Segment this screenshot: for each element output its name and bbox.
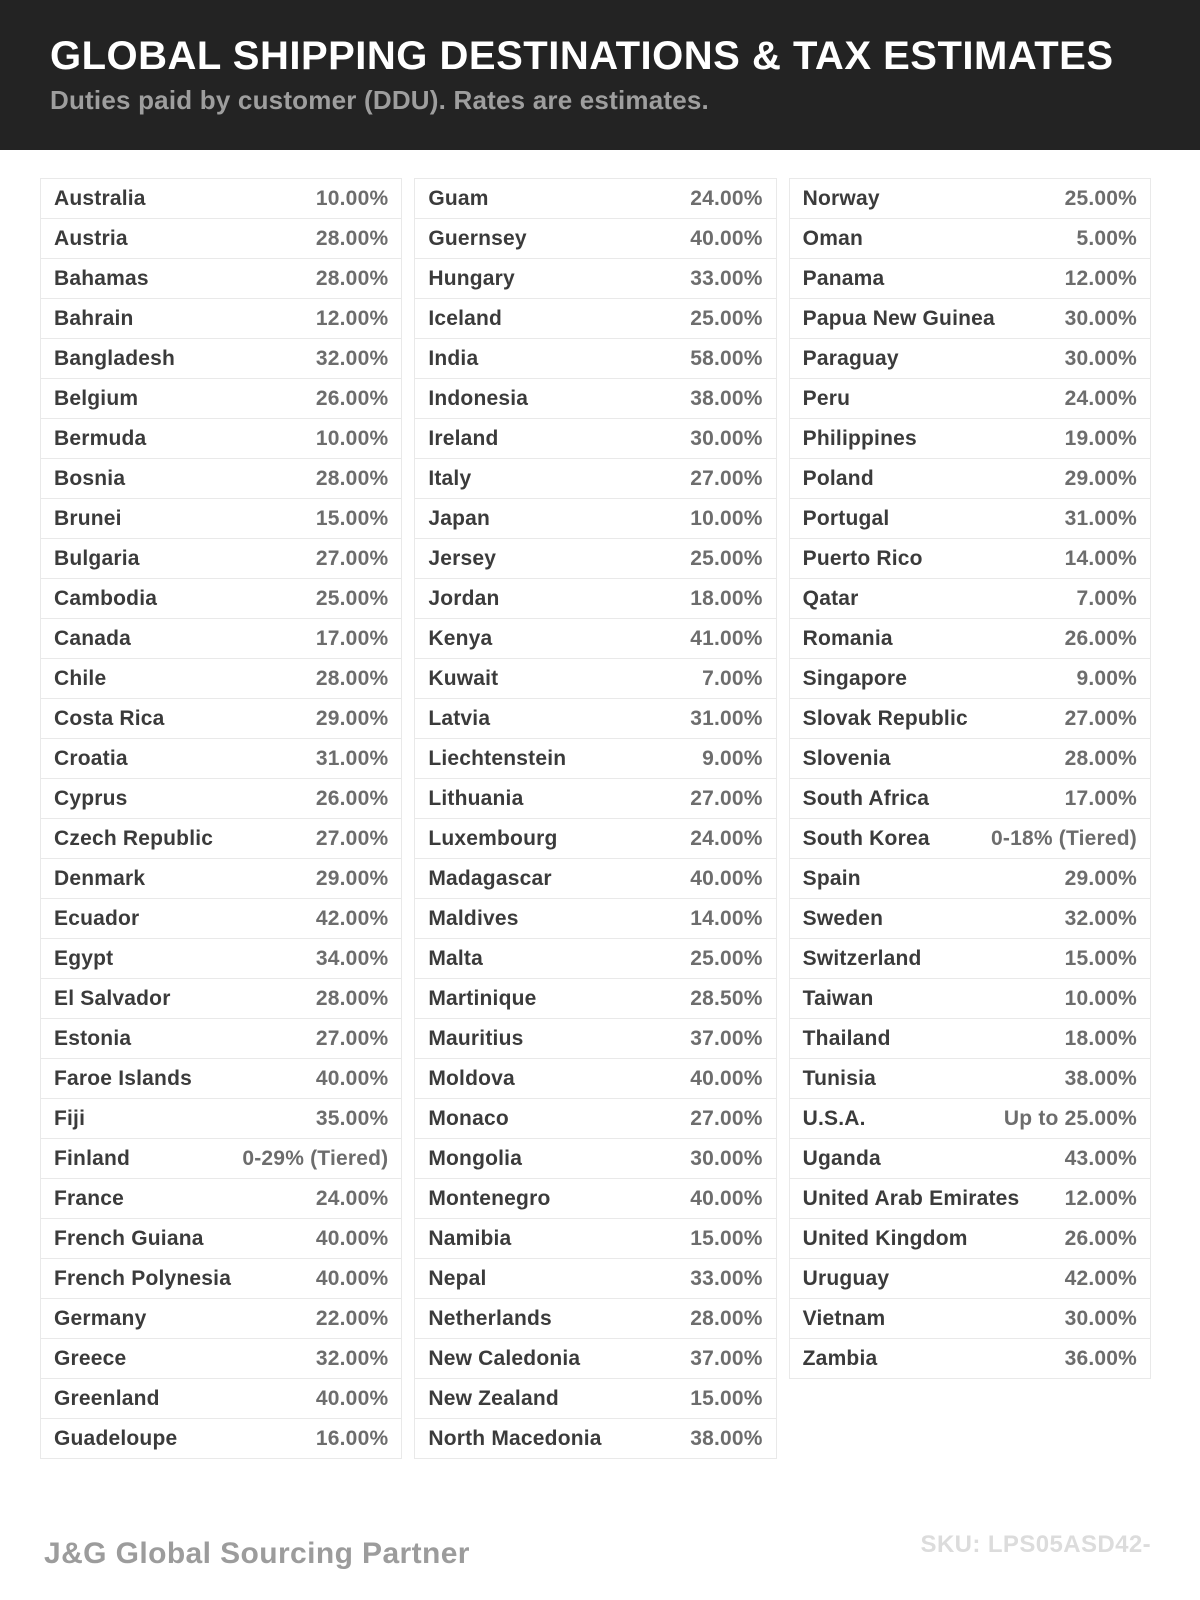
table-row [40, 698, 402, 739]
country-name: Namibia [428, 1226, 512, 1250]
country-name: Guadeloupe [54, 1426, 178, 1450]
table-row [789, 1138, 1151, 1179]
table-row [414, 738, 776, 779]
country-name: Thailand [802, 1026, 891, 1050]
country-name: Peru [802, 386, 851, 410]
tax-rate: 27.00% [690, 786, 763, 810]
country-name: Bermuda [54, 426, 147, 450]
tax-rate: 34.00% [315, 946, 389, 970]
country-name: Ecuador [54, 906, 140, 930]
table-row [40, 898, 402, 939]
tax-rate: 24.00% [315, 1186, 389, 1210]
country-name: Bosnia [54, 466, 126, 490]
tax-rate: 7.00% [1076, 586, 1137, 610]
tax-rate: 37.00% [690, 1026, 763, 1050]
table-row [40, 418, 402, 459]
table-row [789, 1098, 1151, 1139]
tax-rate: 27.00% [1064, 706, 1137, 730]
table-row [40, 578, 402, 619]
tax-rate: 27.00% [315, 546, 389, 570]
header-banner [0, 0, 1200, 150]
tax-rate: 10.00% [315, 426, 389, 450]
table-row [40, 1098, 402, 1139]
tax-rate: 24.00% [1064, 386, 1137, 410]
table-row [414, 938, 776, 979]
tax-rate: 40.00% [315, 1386, 389, 1410]
table-row [414, 1218, 776, 1259]
tax-rate: 28.50% [690, 986, 763, 1010]
country-name: Qatar [802, 586, 859, 610]
table-row [40, 978, 402, 1019]
table-row [789, 458, 1151, 499]
country-name: Spain [802, 866, 861, 890]
table-row [40, 1418, 402, 1459]
country-name: Iceland [428, 306, 503, 330]
country-name: Greenland [54, 1386, 160, 1410]
table-row [414, 1298, 776, 1339]
tax-rate: 0-18% (Tiered) [991, 826, 1137, 850]
country-name: French Guiana [54, 1226, 204, 1250]
country-name: Fiji [54, 1106, 86, 1130]
tax-rate: 27.00% [690, 1106, 763, 1130]
tax-rate: 22.00% [315, 1306, 389, 1330]
country-name: Guam [428, 186, 489, 210]
country-name: United Kingdom [802, 1226, 968, 1250]
tax-rate: 40.00% [315, 1266, 389, 1290]
tax-rate: 0-29% (Tiered) [242, 1146, 389, 1170]
tax-rate: 43.00% [1064, 1146, 1137, 1170]
table-row [40, 378, 402, 419]
country-name: Germany [54, 1306, 147, 1330]
table-row [414, 698, 776, 739]
tax-rate: 33.00% [690, 266, 763, 290]
page-subtitle: Duties paid by customer (DDU). Rates are estimates. [50, 85, 709, 115]
table-row [40, 338, 402, 379]
tax-rate: 28.00% [315, 986, 389, 1010]
table-row [40, 178, 402, 219]
table-row [414, 458, 776, 499]
table-row [789, 738, 1151, 779]
tax-rate: 33.00% [690, 1266, 763, 1290]
tax-rate: 25.00% [1064, 186, 1137, 210]
brand-text: J&G Global Sourcing Partner [44, 1537, 470, 1570]
country-name: United Arab Emirates [802, 1186, 1020, 1210]
table-row [789, 1058, 1151, 1099]
table-row [789, 1298, 1151, 1339]
country-name: Costa Rica [54, 706, 165, 730]
table-row [414, 1378, 776, 1419]
table-row [40, 658, 402, 699]
table-row [40, 458, 402, 499]
rates-column-3 [789, 178, 1151, 1379]
tax-rate: 38.00% [1064, 1066, 1137, 1090]
tax-rate: 27.00% [315, 826, 389, 850]
table-row [414, 538, 776, 579]
tax-rate: 40.00% [690, 866, 763, 890]
country-name: Canada [54, 626, 132, 650]
country-name: Zambia [802, 1346, 878, 1370]
table-row [40, 938, 402, 979]
footer [44, 1531, 1151, 1571]
country-name: Egypt [54, 946, 114, 970]
country-name: Portugal [802, 506, 890, 530]
rates-column-2 [414, 178, 776, 1459]
table-row [789, 258, 1151, 299]
tax-rate: 24.00% [690, 826, 763, 850]
tax-rate: 28.00% [315, 666, 389, 690]
country-name: Indonesia [428, 386, 529, 410]
tax-rate: 42.00% [315, 906, 389, 930]
tax-rate: 14.00% [690, 906, 763, 930]
table-row [789, 858, 1151, 899]
tax-rate: 30.00% [690, 1146, 763, 1170]
tax-rate: 28.00% [315, 266, 389, 290]
country-name: Greece [54, 1346, 127, 1370]
country-name: Taiwan [802, 986, 874, 1010]
tax-rate: 14.00% [1064, 546, 1137, 570]
country-name: Nepal [428, 1266, 487, 1290]
country-name: Paraguay [802, 346, 899, 370]
tax-rate: 30.00% [690, 426, 763, 450]
table-row [40, 1378, 402, 1419]
tax-rate: 25.00% [690, 306, 763, 330]
tax-rate: 25.00% [690, 946, 763, 970]
table-row [414, 1138, 776, 1179]
country-name: Jersey [428, 546, 497, 570]
country-name: Panama [802, 266, 885, 290]
table-row [414, 298, 776, 339]
tax-rate: 27.00% [315, 1026, 389, 1050]
country-name: Bahamas [54, 266, 149, 290]
table-row [789, 818, 1151, 859]
table-row [789, 938, 1151, 979]
table-row [40, 1138, 402, 1179]
table-row [789, 978, 1151, 1019]
tax-rate: 18.00% [690, 586, 763, 610]
country-name: Bahrain [54, 306, 134, 330]
table-row [414, 978, 776, 1019]
table-row [414, 818, 776, 859]
table-row [40, 1218, 402, 1259]
rates-column-1 [40, 178, 402, 1459]
tax-rate: 7.00% [702, 666, 763, 690]
country-name: Slovak Republic [802, 706, 968, 730]
table-row [40, 1178, 402, 1219]
tax-rate: 9.00% [702, 746, 763, 770]
tax-rate: 26.00% [1064, 1226, 1137, 1250]
tax-rate: 10.00% [315, 186, 389, 210]
tax-rate: 12.00% [1064, 1186, 1137, 1210]
tax-rate: 19.00% [1064, 426, 1137, 450]
tax-rate: 28.00% [315, 226, 389, 250]
country-name: Romania [802, 626, 893, 650]
tax-rate: 9.00% [1076, 666, 1137, 690]
table-row [789, 498, 1151, 539]
tax-rate: 27.00% [690, 466, 763, 490]
country-name: India [428, 346, 479, 370]
tax-rate: 16.00% [315, 1426, 389, 1450]
country-name: Denmark [54, 866, 146, 890]
tax-rate: 42.00% [1064, 1266, 1137, 1290]
country-name: Mongolia [428, 1146, 523, 1170]
country-name: Guernsey [428, 226, 527, 250]
country-name: Norway [802, 186, 880, 210]
country-name: U.S.A. [802, 1106, 866, 1130]
tax-rate: 32.00% [315, 1346, 389, 1370]
table-row [40, 258, 402, 299]
country-name: South Africa [802, 786, 930, 810]
table-row [40, 218, 402, 259]
country-name: Oman [802, 226, 863, 250]
country-name: Kuwait [428, 666, 499, 690]
country-name: South Korea [802, 826, 930, 850]
table-row [789, 378, 1151, 419]
country-name: Finland [54, 1146, 131, 1170]
tax-rate: 40.00% [315, 1066, 389, 1090]
country-name: Cyprus [54, 786, 128, 810]
table-row [414, 1258, 776, 1299]
country-name: Italy [428, 466, 472, 490]
table-row [414, 1058, 776, 1099]
country-name: Monaco [428, 1106, 509, 1130]
table-row [789, 658, 1151, 699]
tax-rate: 25.00% [315, 586, 389, 610]
country-name: Japan [428, 506, 491, 530]
tax-rate: 26.00% [315, 386, 389, 410]
table-row [789, 218, 1151, 259]
table-row [789, 1258, 1151, 1299]
tax-rate: 15.00% [690, 1226, 763, 1250]
country-name: Jordan [428, 586, 500, 610]
country-name: Tunisia [802, 1066, 877, 1090]
tax-rate: 29.00% [315, 866, 389, 890]
table-row [414, 258, 776, 299]
country-name: Malta [428, 946, 484, 970]
rates-table [40, 178, 1151, 1459]
tax-rate: 17.00% [315, 626, 389, 650]
table-row [414, 378, 776, 419]
table-row [40, 498, 402, 539]
table-row [789, 618, 1151, 659]
table-row [789, 1018, 1151, 1059]
tax-rate: 12.00% [1064, 266, 1137, 290]
country-name: Australia [54, 186, 146, 210]
country-name: Switzerland [802, 946, 922, 970]
country-name: Liechtenstein [428, 746, 567, 770]
table-row [789, 1218, 1151, 1259]
table-row [789, 698, 1151, 739]
table-row [414, 778, 776, 819]
table-row [40, 1258, 402, 1299]
table-row [414, 218, 776, 259]
country-name: Poland [802, 466, 874, 490]
tax-rate: 41.00% [690, 626, 763, 650]
country-name: Bangladesh [54, 346, 176, 370]
country-name: Croatia [54, 746, 128, 770]
table-row [789, 1178, 1151, 1219]
table-row [414, 1178, 776, 1219]
tax-rate: 40.00% [690, 1186, 763, 1210]
tax-rate: 29.00% [315, 706, 389, 730]
country-name: Luxembourg [428, 826, 558, 850]
tax-rate: 31.00% [1064, 506, 1137, 530]
country-name: New Caledonia [428, 1346, 581, 1370]
tax-rate: 5.00% [1076, 226, 1137, 250]
table-row [414, 338, 776, 379]
sku-text: SKU: LPS05ASD42- [920, 1531, 1151, 1558]
country-name: Uganda [802, 1146, 881, 1170]
table-row [789, 898, 1151, 939]
country-name: Netherlands [428, 1306, 552, 1330]
tax-rate: 30.00% [1064, 346, 1137, 370]
table-row [40, 778, 402, 819]
tax-rate: 40.00% [315, 1226, 389, 1250]
country-name: Ireland [428, 426, 499, 450]
country-name: Austria [54, 226, 128, 250]
tax-rate: 29.00% [1064, 866, 1137, 890]
country-name: Moldova [428, 1066, 515, 1090]
table-row [40, 738, 402, 779]
country-name: Belgium [54, 386, 139, 410]
country-name: French Polynesia [54, 1266, 232, 1290]
tax-rate: 35.00% [315, 1106, 389, 1130]
table-row [414, 178, 776, 219]
table-row [789, 298, 1151, 339]
tax-rate: 38.00% [690, 1426, 763, 1450]
tax-rate: 32.00% [1064, 906, 1137, 930]
country-name: Maldives [428, 906, 519, 930]
table-row [414, 578, 776, 619]
table-row [40, 858, 402, 899]
table-row [789, 178, 1151, 219]
table-row [414, 658, 776, 699]
tax-rate: 25.00% [690, 546, 763, 570]
tax-rate: 18.00% [1064, 1026, 1137, 1050]
country-name: Singapore [802, 666, 908, 690]
tax-rate: 58.00% [690, 346, 763, 370]
table-row [789, 418, 1151, 459]
country-name: Estonia [54, 1026, 132, 1050]
country-name: Philippines [802, 426, 917, 450]
country-name: Uruguay [802, 1266, 890, 1290]
country-name: Vietnam [802, 1306, 886, 1330]
tax-rate: 24.00% [690, 186, 763, 210]
country-name: Kenya [428, 626, 493, 650]
table-row [40, 1058, 402, 1099]
table-row [40, 538, 402, 579]
tax-rate: 36.00% [1064, 1346, 1137, 1370]
country-name: Mauritius [428, 1026, 524, 1050]
table-row [414, 1418, 776, 1459]
table-row [40, 298, 402, 339]
tax-rate: 28.00% [1064, 746, 1137, 770]
country-name: Latvia [428, 706, 491, 730]
country-name: Czech Republic [54, 826, 214, 850]
country-name: Brunei [54, 506, 122, 530]
tax-rate: 31.00% [315, 746, 389, 770]
tax-rate: 38.00% [690, 386, 763, 410]
country-name: Martinique [428, 986, 537, 1010]
tax-rate: 28.00% [315, 466, 389, 490]
table-row [789, 578, 1151, 619]
country-name: Montenegro [428, 1186, 551, 1210]
tax-rate: Up to 25.00% [1003, 1106, 1137, 1130]
country-name: Madagascar [428, 866, 552, 890]
country-name: Cambodia [54, 586, 158, 610]
tax-rate: 15.00% [690, 1386, 763, 1410]
country-name: Bulgaria [54, 546, 140, 570]
table-row [414, 1338, 776, 1379]
tax-rate: 10.00% [690, 506, 763, 530]
country-name: El Salvador [54, 986, 171, 1010]
table-row [414, 418, 776, 459]
tax-rate: 40.00% [690, 1066, 763, 1090]
table-row [40, 818, 402, 859]
tax-rate: 28.00% [690, 1306, 763, 1330]
tax-rate: 12.00% [315, 306, 389, 330]
tax-rate: 40.00% [690, 226, 763, 250]
table-row [414, 898, 776, 939]
country-name: New Zealand [428, 1386, 559, 1410]
country-name: Lithuania [428, 786, 524, 810]
country-name: Papua New Guinea [802, 306, 995, 330]
tax-rate: 31.00% [690, 706, 763, 730]
table-row [40, 1298, 402, 1339]
country-name: Puerto Rico [802, 546, 923, 570]
country-name: Faroe Islands [54, 1066, 192, 1090]
table-row [789, 338, 1151, 379]
table-row [789, 778, 1151, 819]
country-name: Chile [54, 666, 107, 690]
tax-rate: 17.00% [1064, 786, 1137, 810]
country-name: Hungary [428, 266, 515, 290]
table-row [414, 498, 776, 539]
table-row [40, 618, 402, 659]
tax-rate: 30.00% [1064, 306, 1137, 330]
country-name: North Macedonia [428, 1426, 602, 1450]
page-title: GLOBAL SHIPPING DESTINATIONS & TAX ESTIMATES [50, 34, 1114, 78]
tax-rate: 15.00% [1064, 946, 1137, 970]
tax-rate: 29.00% [1064, 466, 1137, 490]
table-row [40, 1018, 402, 1059]
country-name: Sweden [802, 906, 884, 930]
tax-rate: 26.00% [1064, 626, 1137, 650]
tax-rate: 30.00% [1064, 1306, 1137, 1330]
country-name: France [54, 1186, 125, 1210]
tax-rate: 10.00% [1064, 986, 1137, 1010]
tax-rate: 37.00% [690, 1346, 763, 1370]
tax-rate: 26.00% [315, 786, 389, 810]
table-row [414, 618, 776, 659]
table-row [414, 858, 776, 899]
table-row [789, 1338, 1151, 1379]
tax-rate: 15.00% [315, 506, 389, 530]
table-row [40, 1338, 402, 1379]
country-name: Slovenia [802, 746, 891, 770]
table-row [789, 538, 1151, 579]
table-row [414, 1098, 776, 1139]
tax-rate: 32.00% [315, 346, 389, 370]
table-row [414, 1018, 776, 1059]
